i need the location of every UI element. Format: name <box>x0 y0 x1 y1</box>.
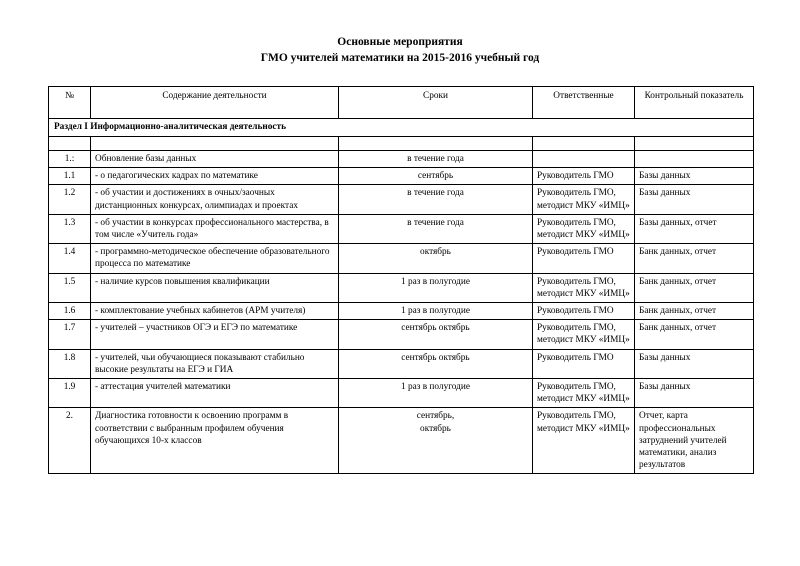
cell-number: 1.1 <box>49 168 91 185</box>
table-header-row <box>49 87 754 119</box>
cell-content: - учителей – участников ОГЭ и ЕГЭ по математике <box>91 320 339 349</box>
table-row <box>49 214 754 243</box>
cell-terms: сентябрь октябрь <box>339 349 533 378</box>
cell-terms: в течение года <box>339 185 533 214</box>
cell-responsible: Руководитель ГМО, методист МКУ «ИМЦ» <box>533 379 635 408</box>
cell-terms: в течение года <box>339 214 533 243</box>
spacer-cell-control <box>635 137 754 151</box>
cell-terms: 1 раз в полугодие <box>339 379 533 408</box>
document-title-line-2: ГМО учителей математики на 2015-2016 учебный год <box>260 52 540 64</box>
section-heading-label: Раздел I Информационно-аналитическая деятельность <box>49 119 754 137</box>
table-row <box>49 273 754 302</box>
cell-content: - о педагогических кадрах по математике <box>91 168 339 185</box>
table-row <box>49 408 754 474</box>
table-row <box>49 168 754 185</box>
column-header-control: Контрольный показатель <box>635 87 754 119</box>
cell-content: Диагностика готовности к освоению программ в соответствии с выбранным профилем обучения обучающихся 10-х классов <box>91 408 339 474</box>
cell-terms: сентябрь <box>339 168 533 185</box>
cell-content: - программно-методическое обеспечение образовательного процесса по математике <box>91 244 339 273</box>
cell-number: 1.7 <box>49 320 91 349</box>
cell-control: Банк данных, отчет <box>635 320 754 349</box>
cell-content: - об участии в конкурсах профессионального мастерства, в том числе «Учитель года» <box>91 214 339 243</box>
cell-control: Банк данных, отчет <box>635 273 754 302</box>
cell-content: - наличие курсов повышения квалификации <box>91 273 339 302</box>
table-row <box>49 303 754 320</box>
cell-responsible: Руководитель ГМО, методист МКУ «ИМЦ» <box>533 185 635 214</box>
cell-terms: сентябрь октябрь <box>339 320 533 349</box>
cell-content: - об участии и достижениях в очных/заочных дистанционных конкурсах, олимпиадах и проектах <box>91 185 339 214</box>
cell-responsible: Руководитель ГМО <box>533 168 635 185</box>
document-title-line-1: Основные мероприятия <box>337 36 463 48</box>
cell-control: Базы данных <box>635 349 754 378</box>
table-row <box>49 151 754 168</box>
cell-responsible: Руководитель ГМО, методист МКУ «ИМЦ» <box>533 273 635 302</box>
cell-number: 1.4 <box>49 244 91 273</box>
cell-terms: сентябрь, октябрь <box>339 408 533 474</box>
spacer-cell-number <box>49 137 91 151</box>
cell-responsible: Руководитель ГМО, методист МКУ «ИМЦ» <box>533 320 635 349</box>
spacer-cell-terms <box>339 137 533 151</box>
cell-number: 1.9 <box>49 379 91 408</box>
table-row <box>49 244 754 273</box>
cell-responsible: Руководитель ГМО <box>533 303 635 320</box>
cell-control: Базы данных <box>635 379 754 408</box>
cell-responsible <box>533 151 635 168</box>
cell-number: 2. <box>49 408 91 474</box>
column-header-responsible: Ответственные <box>533 87 635 119</box>
cell-number: 1.: <box>49 151 91 168</box>
cell-number: 1.8 <box>49 349 91 378</box>
table-row <box>49 185 754 214</box>
cell-number: 1.5 <box>49 273 91 302</box>
activities-table <box>48 86 754 474</box>
spacer-row <box>49 137 754 151</box>
cell-number: 1.2 <box>49 185 91 214</box>
cell-terms: в течение года <box>339 151 533 168</box>
table-header <box>49 87 754 119</box>
section-heading-row <box>49 119 754 137</box>
cell-responsible: Руководитель ГМО <box>533 349 635 378</box>
cell-number: 1.3 <box>49 214 91 243</box>
cell-content: Обновление базы данных <box>91 151 339 168</box>
cell-content: - учителей, чьи обучающиеся показывают стабильно высокие результаты на ЕГЭ и ГИА <box>91 349 339 378</box>
cell-control <box>635 151 754 168</box>
cell-control: Банк данных, отчет <box>635 303 754 320</box>
cell-responsible: Руководитель ГМО, методист МКУ «ИМЦ» <box>533 408 635 474</box>
column-header-number: № <box>49 87 91 119</box>
table-row <box>49 349 754 378</box>
cell-responsible: Руководитель ГМО, методист МКУ «ИМЦ» <box>533 214 635 243</box>
cell-control: Банк данных, отчет <box>635 244 754 273</box>
cell-terms: 1 раз в полугодие <box>339 303 533 320</box>
table-body <box>49 119 754 474</box>
cell-number: 1.6 <box>49 303 91 320</box>
column-header-terms: Сроки <box>339 87 533 119</box>
table-row <box>49 379 754 408</box>
cell-content: - аттестация учителей математики <box>91 379 339 408</box>
cell-control: Базы данных <box>635 168 754 185</box>
table-row <box>49 320 754 349</box>
cell-terms: октябрь <box>339 244 533 273</box>
column-header-content: Содержание деятельности <box>91 87 339 119</box>
spacer-cell-content <box>91 137 339 151</box>
cell-content: - комплектование учебных кабинетов (АРМ учителя) <box>91 303 339 320</box>
spacer-cell-responsible <box>533 137 635 151</box>
cell-control: Базы данных, отчет <box>635 214 754 243</box>
cell-terms: 1 раз в полугодие <box>339 273 533 302</box>
cell-responsible: Руководитель ГМО <box>533 244 635 273</box>
cell-control: Базы данных <box>635 185 754 214</box>
cell-control: Отчет, карта профессиональных затруднений учителей математики, анализ результатов <box>635 408 754 474</box>
document-title <box>0 0 800 66</box>
